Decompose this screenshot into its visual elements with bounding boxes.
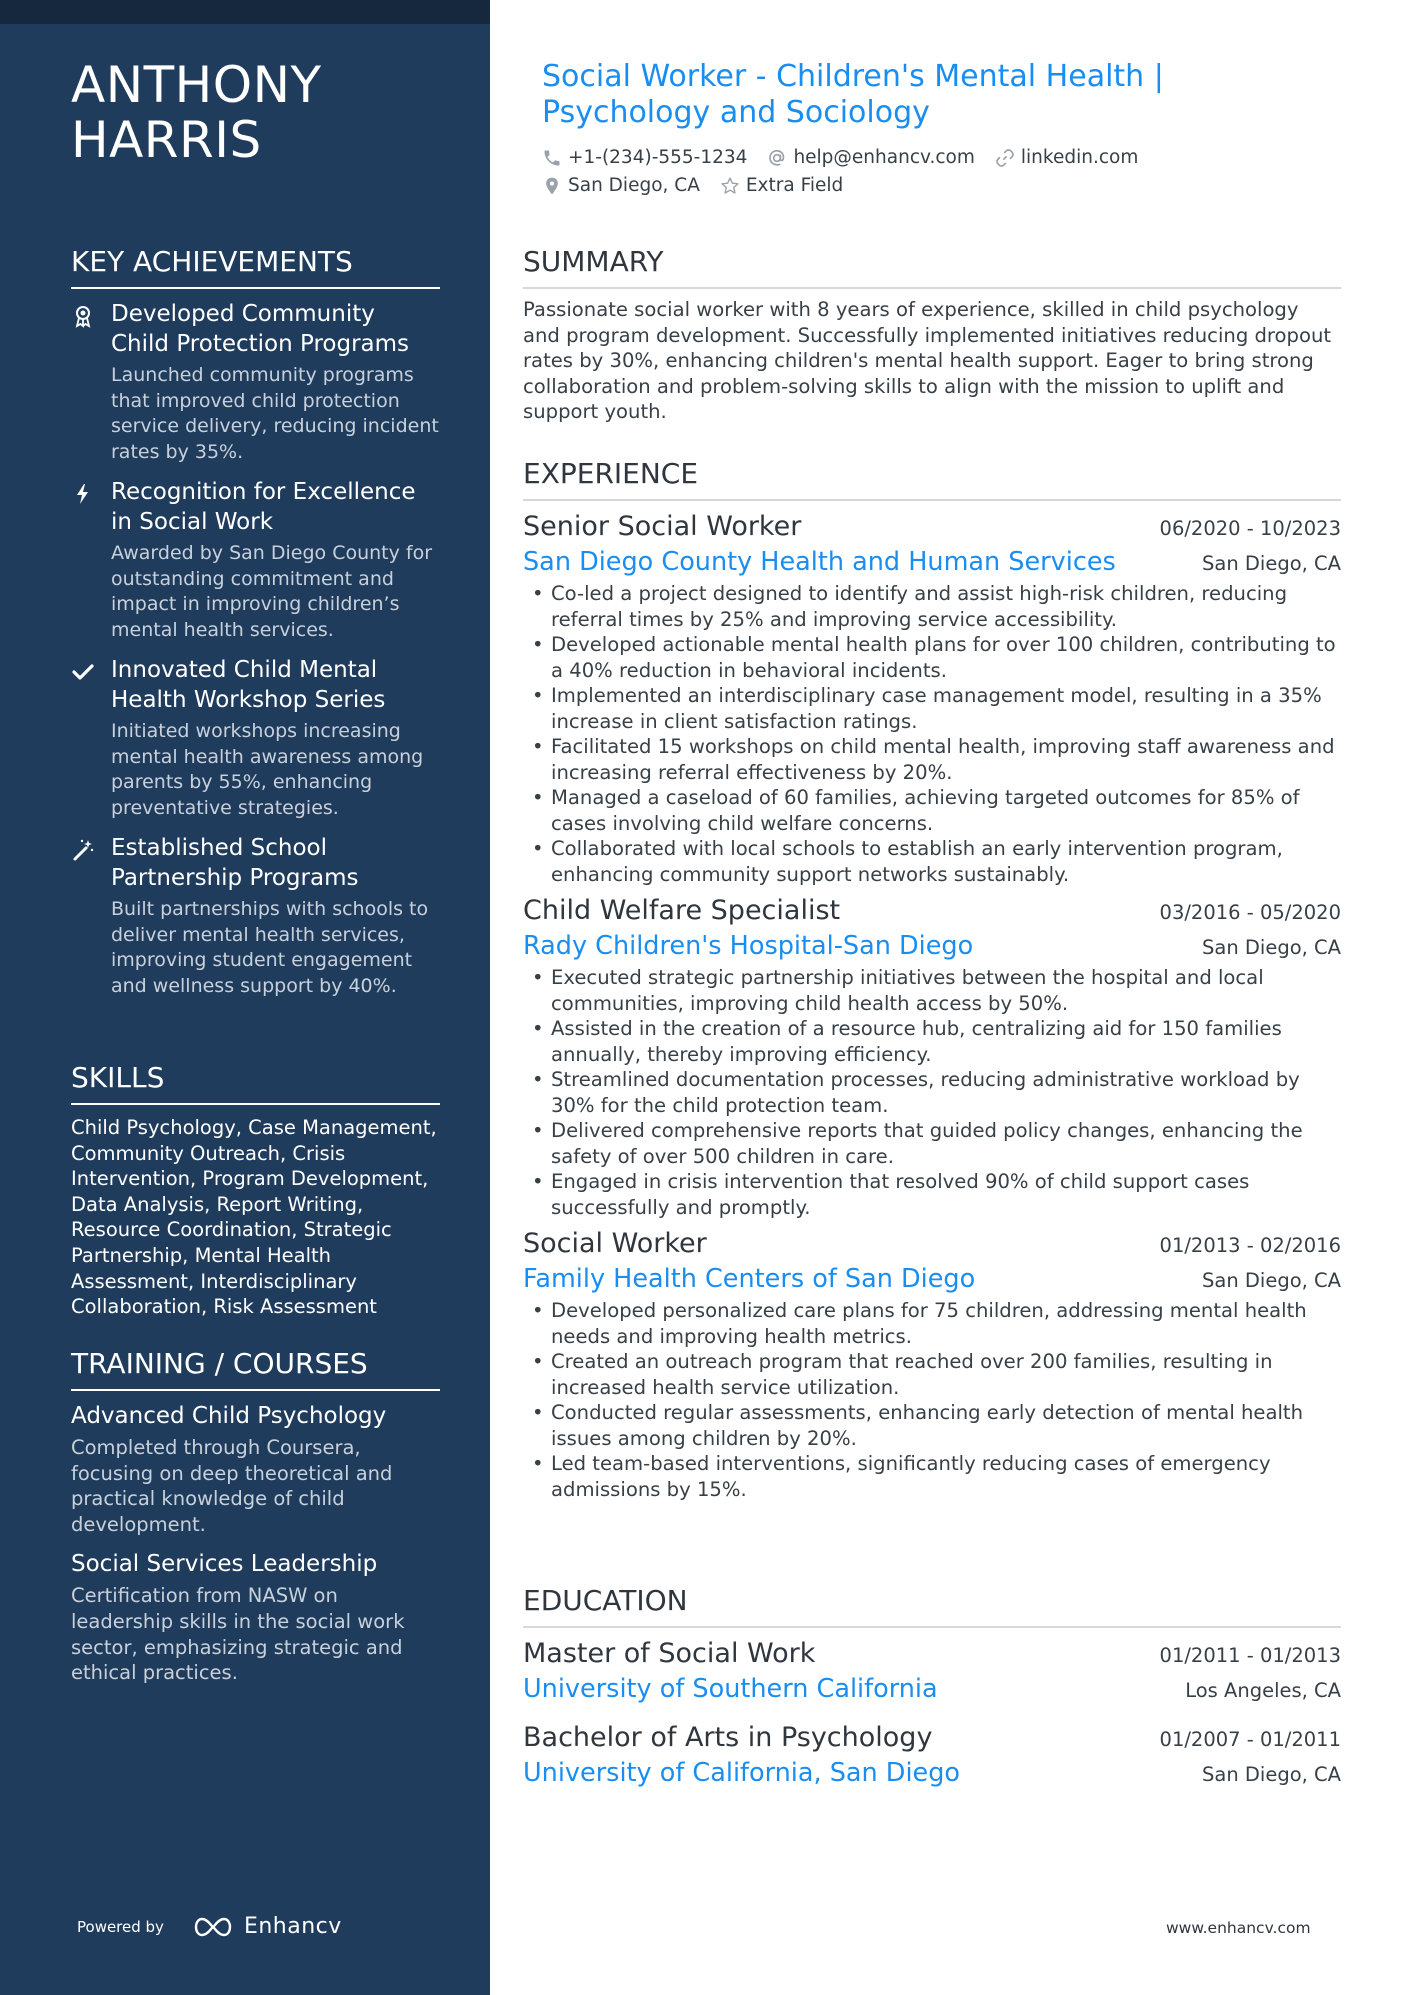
job-title: Social Worker (523, 1228, 707, 1259)
skills-list: Child Psychology, Case Management, Community Outreach, Crisis Intervention, Program Development, Data Analysis, Report Writing, Resource Coordination, Strategic Partnership, Mental Health Assessment, Interdisciplinary Collaboration, Risk Assessment (71, 1116, 437, 1319)
education-entry (523, 1720, 1341, 1790)
achievement-description: Initiated workshops increasing mental health awareness among parents by 55%, enhancing preventative strategies. (111, 720, 424, 819)
course-title: Social Services Leadership (71, 1551, 378, 1578)
enhancv-logo-icon (190, 1915, 236, 1939)
degree-title: Bachelor of Arts in Psychology (523, 1722, 933, 1753)
contact-phone[interactable] (542, 147, 747, 169)
company-name[interactable]: San Diego County Health and Human Services (523, 547, 1116, 577)
bullet-item: • Assisted in the creation of a resource hub, centralizing aid for 150 families annually, thereby improving efficiency. (523, 1016, 1341, 1067)
email-text: help@enhancv.com (793, 147, 975, 168)
linkedin-text: linkedin.com (1020, 147, 1139, 168)
achievement-item (71, 299, 440, 465)
job-title: Child Welfare Specialist (523, 895, 841, 926)
company-name[interactable]: Rady Children's Hospital-San Diego (523, 931, 974, 961)
location-text: San Diego, CA (568, 175, 700, 196)
school-name[interactable]: University of Southern California (523, 1674, 938, 1704)
bullet-item: • Executed strategic partnership initiatives between the hospital and local communities, improving child health access by 50%. (523, 965, 1341, 1016)
contact-info (542, 147, 1332, 197)
bullet-item: • Engaged in crisis intervention that resolved 90% of child support cases successfully and promptly. (523, 1169, 1341, 1220)
star-icon (720, 176, 740, 196)
contact-email[interactable] (767, 147, 974, 169)
phone-icon (542, 148, 562, 168)
job-dates: 03/2016 - 05/2020 (1159, 901, 1341, 924)
powered-by (77, 1914, 342, 1939)
lightning-bolt-icon (71, 482, 95, 506)
job-location: San Diego, CA (1202, 552, 1341, 575)
skills-heading: SKILLS (71, 1061, 440, 1105)
at-sign-icon (767, 148, 787, 168)
course-description: Certification from NASW on leadership skills in the social work sector, emphasizing strategic and ethical practices. (71, 1584, 405, 1685)
course-description: Completed through Coursera, focusing on deep theoretical and practical knowledge of child development. (71, 1436, 393, 1536)
job-headline: Social Worker - Children's Mental Health | Psychology and Sociology (542, 59, 1164, 130)
job-bullets (523, 1298, 1341, 1502)
bullet-item: • Conducted regular assessments, enhancing early detection of mental health issues among children by 20%. (523, 1400, 1341, 1451)
bullet-item: • Developed personalized care plans for 75 children, addressing mental health needs and improving health metrics. (523, 1298, 1341, 1349)
achievement-title: Developed Community Child Protection Programs (111, 301, 410, 357)
job-location: San Diego, CA (1202, 936, 1341, 959)
training-heading: TRAINING / COURSES (71, 1347, 440, 1391)
contact-location (542, 175, 700, 197)
job-dates: 06/2020 - 10/2023 (1159, 517, 1341, 540)
course-item (71, 1401, 440, 1537)
sidebar-top-band (0, 0, 490, 24)
bullet-item: • Facilitated 15 workshops on child mental health, improving staff awareness and increasing referral effectiveness by 20%. (523, 734, 1341, 785)
bullet-item: • Created an outreach program that reached over 200 families, resulting in increased health service utilization. (523, 1349, 1341, 1400)
summary-text: Passionate social worker with 8 years of experience, skilled in child psychology and program development. Successfully implemented initiatives reducing dropout rates by 30%, enhancing children's mental health support. Eager to bring strong collaboration and problem-solving skills to align with the mission to uplift and support youth. (523, 298, 1332, 423)
phone-text: +1-(234)-555-1234 (568, 147, 748, 168)
achievement-description: Built partnerships with schools to deliver mental health services, improving student engagement and wellness support by 40%. (111, 898, 429, 997)
sidebar (0, 0, 490, 1995)
education-entry (523, 1636, 1341, 1706)
job-bullets (523, 581, 1341, 887)
bullet-item: • Delivered comprehensive reports that guided policy changes, enhancing the safety of over 500 children in care. (523, 1118, 1341, 1169)
enhancv-brand-name: Enhancv (243, 1914, 342, 1939)
job-title: Senior Social Worker (523, 511, 802, 542)
bullet-item: • Implemented an interdisciplinary case management model, resulting in a 35% increase in client satisfaction ratings. (523, 683, 1341, 734)
powered-by-label: Powered by (77, 1917, 164, 1936)
education-dates: 01/2007 - 01/2011 (1159, 1728, 1341, 1751)
job-dates: 01/2013 - 02/2016 (1159, 1234, 1341, 1257)
skills-section (71, 1061, 440, 1320)
bullet-item: • Developed actionable mental health plans for over 100 children, contributing to a 40% reduction in behavioral incidents. (523, 632, 1341, 683)
company-name[interactable]: Family Health Centers of San Diego (523, 1264, 976, 1294)
extra-field-text: Extra Field (745, 175, 844, 196)
achievement-title: Innovated Child Mental Health Workshop Series (111, 657, 386, 713)
degree-title: Master of Social Work (523, 1638, 816, 1669)
job-entry (523, 509, 1341, 887)
job-bullets (523, 965, 1341, 1220)
achievement-item (71, 477, 440, 643)
achievement-description: Awarded by San Diego County for outstanding commitment and impact in improving children’s mental health services. (111, 542, 433, 641)
map-pin-icon (542, 176, 562, 196)
achievement-item (71, 833, 440, 999)
experience-section (523, 457, 1341, 1508)
bullet-item: • Streamlined documentation processes, reducing administrative workload by 30% for the child protection team. (523, 1067, 1341, 1118)
job-entry (523, 1226, 1341, 1502)
key-achievements-heading: KEY ACHIEVEMENTS (71, 245, 440, 289)
experience-heading: EXPERIENCE (523, 457, 1341, 501)
award-ribbon-icon (71, 304, 95, 328)
bullet-item: • Collaborated with local schools to establish an early intervention program, enhancing community support networks sustainably. (523, 836, 1341, 887)
key-achievements-section (71, 245, 440, 1011)
summary-section (523, 245, 1341, 425)
job-entry (523, 893, 1341, 1220)
candidate-name: ANTHONY HARRIS (71, 56, 322, 169)
checkmark-icon (71, 660, 95, 684)
link-icon (995, 148, 1015, 168)
achievement-description: Launched community programs that improved child protection service delivery, reducing incident rates by 35%. (111, 364, 439, 463)
magic-wand-icon (71, 838, 95, 862)
achievement-title: Established School Partnership Programs (111, 835, 359, 891)
footer-website-link[interactable]: www.enhancv.com (1166, 1919, 1311, 1937)
bullet-item: • Led team-based interventions, significantly reducing cases of emergency admissions by 15%. (523, 1451, 1341, 1502)
education-dates: 01/2011 - 01/2013 (1159, 1644, 1341, 1667)
contact-linkedin[interactable] (995, 147, 1138, 169)
bullet-item: • Managed a caseload of 60 families, achieving targeted outcomes for 85% of cases involving child welfare concerns. (523, 785, 1341, 836)
training-section (71, 1347, 440, 1698)
contact-extra-field (720, 175, 843, 197)
education-heading: EDUCATION (523, 1584, 1341, 1628)
course-item (71, 1549, 440, 1685)
summary-heading: SUMMARY (523, 245, 1341, 289)
bullet-item: • Co-led a project designed to identify and assist high-risk children, reducing referral times by 25% and improving service accessibility. (523, 581, 1341, 632)
course-title: Advanced Child Psychology (71, 1403, 387, 1429)
achievement-title: Recognition for Excellence in Social Work (111, 479, 416, 535)
enhancv-logo[interactable] (190, 1914, 342, 1939)
job-location: San Diego, CA (1202, 1269, 1341, 1292)
education-location: San Diego, CA (1202, 1763, 1341, 1786)
education-location: Los Angeles, CA (1185, 1679, 1341, 1702)
achievement-item (71, 655, 440, 821)
school-name[interactable]: University of California, San Diego (523, 1758, 960, 1788)
education-section (523, 1584, 1341, 1804)
